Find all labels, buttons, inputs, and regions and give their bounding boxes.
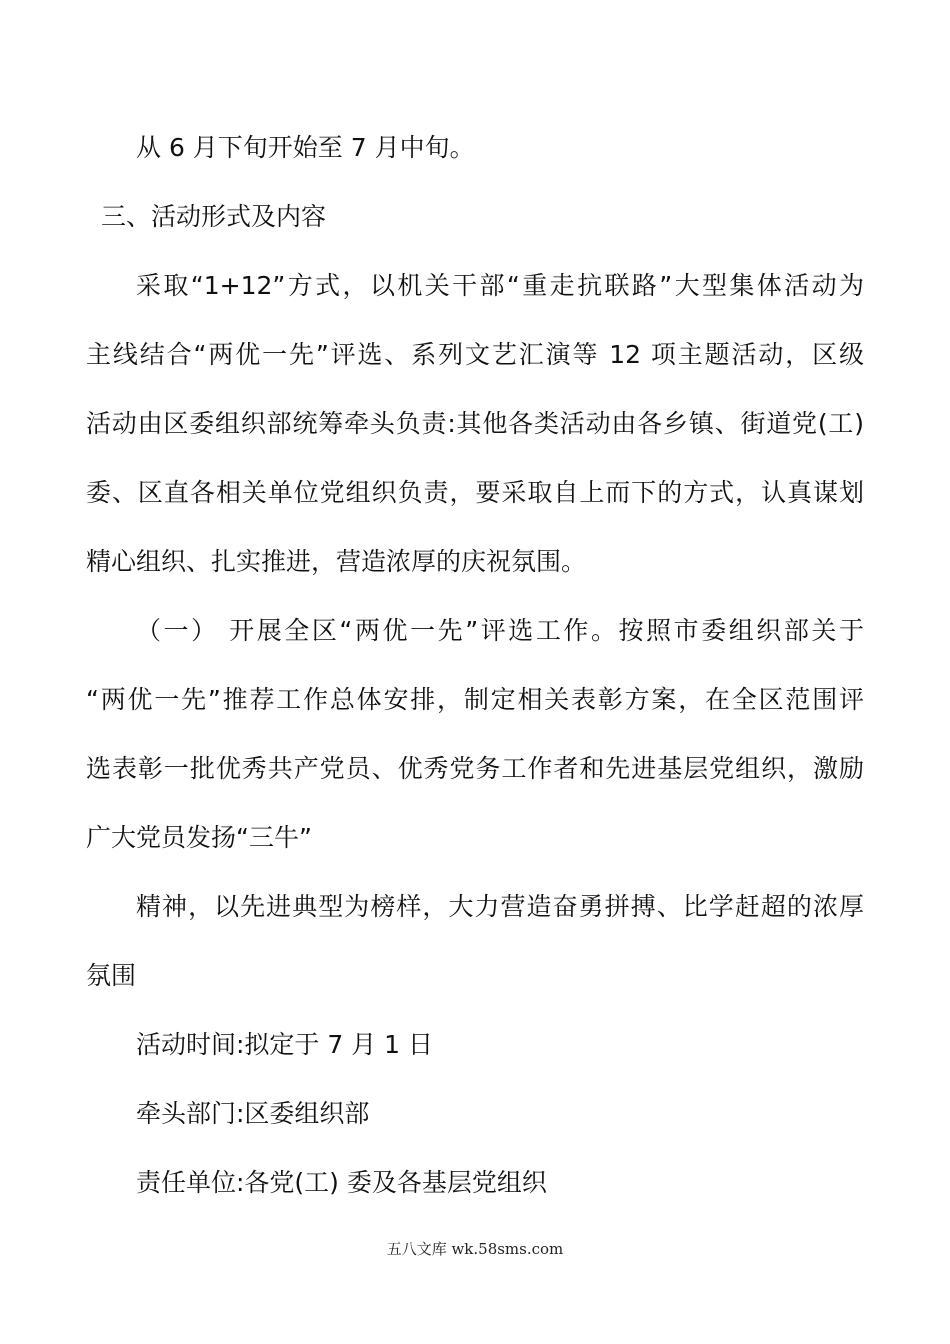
section-heading: 三、活动形式及内容 bbox=[101, 202, 327, 231]
paragraph-line: “两优一先”推荐工作总体安排，制定相关表彰方案，在全区范围评 bbox=[86, 685, 864, 714]
paragraph-line: 精神，以先进典型为榜样，大力营造奋勇拼搏、比学赶超的浓厚 bbox=[136, 892, 864, 921]
activity-time: 活动时间:拟定于 7 月 1 日 bbox=[136, 1030, 434, 1059]
lead-department: 牵头部门:区委组织部 bbox=[136, 1099, 370, 1128]
paragraph-line: 广大党员发扬“三牛” bbox=[86, 823, 312, 852]
paragraph-line: 氛围 bbox=[86, 961, 137, 990]
subsection-heading: （一） 开展全区“两优一先”评选工作。按照市委组织部关于 bbox=[136, 616, 864, 645]
paragraph-line: 主线结合“两优一先”评选、系列文艺汇演等 12 项主题活动，区级 bbox=[86, 340, 864, 369]
paragraph-line: 委、区直各相关单位党组织负责，要采取自上而下的方式，认真谋划 bbox=[86, 478, 864, 507]
paragraph-line: 选表彰一批优秀共产党员、优秀党务工作者和先进基层党组织，激励 bbox=[86, 754, 864, 783]
paragraph-line: 活动由区委组织部统筹牵头负责:其他各类活动由各乡镇、街道党(工) bbox=[86, 409, 864, 438]
paragraph-line: 精心组织、扎实推进，营造浓厚的庆祝氛围。 bbox=[86, 547, 587, 576]
footer-watermark: 五八文库 wk.58sms.com bbox=[386, 1240, 564, 1258]
paragraph-line: 采取“1+12”方式，以机关干部“重走抗联路”大型集体活动为 bbox=[136, 271, 864, 300]
responsible-units: 责任单位:各党(工) 委及各基层党组织 bbox=[136, 1168, 547, 1197]
paragraph-line: 从 6 月下旬开始至 7 月中旬。 bbox=[136, 133, 475, 162]
